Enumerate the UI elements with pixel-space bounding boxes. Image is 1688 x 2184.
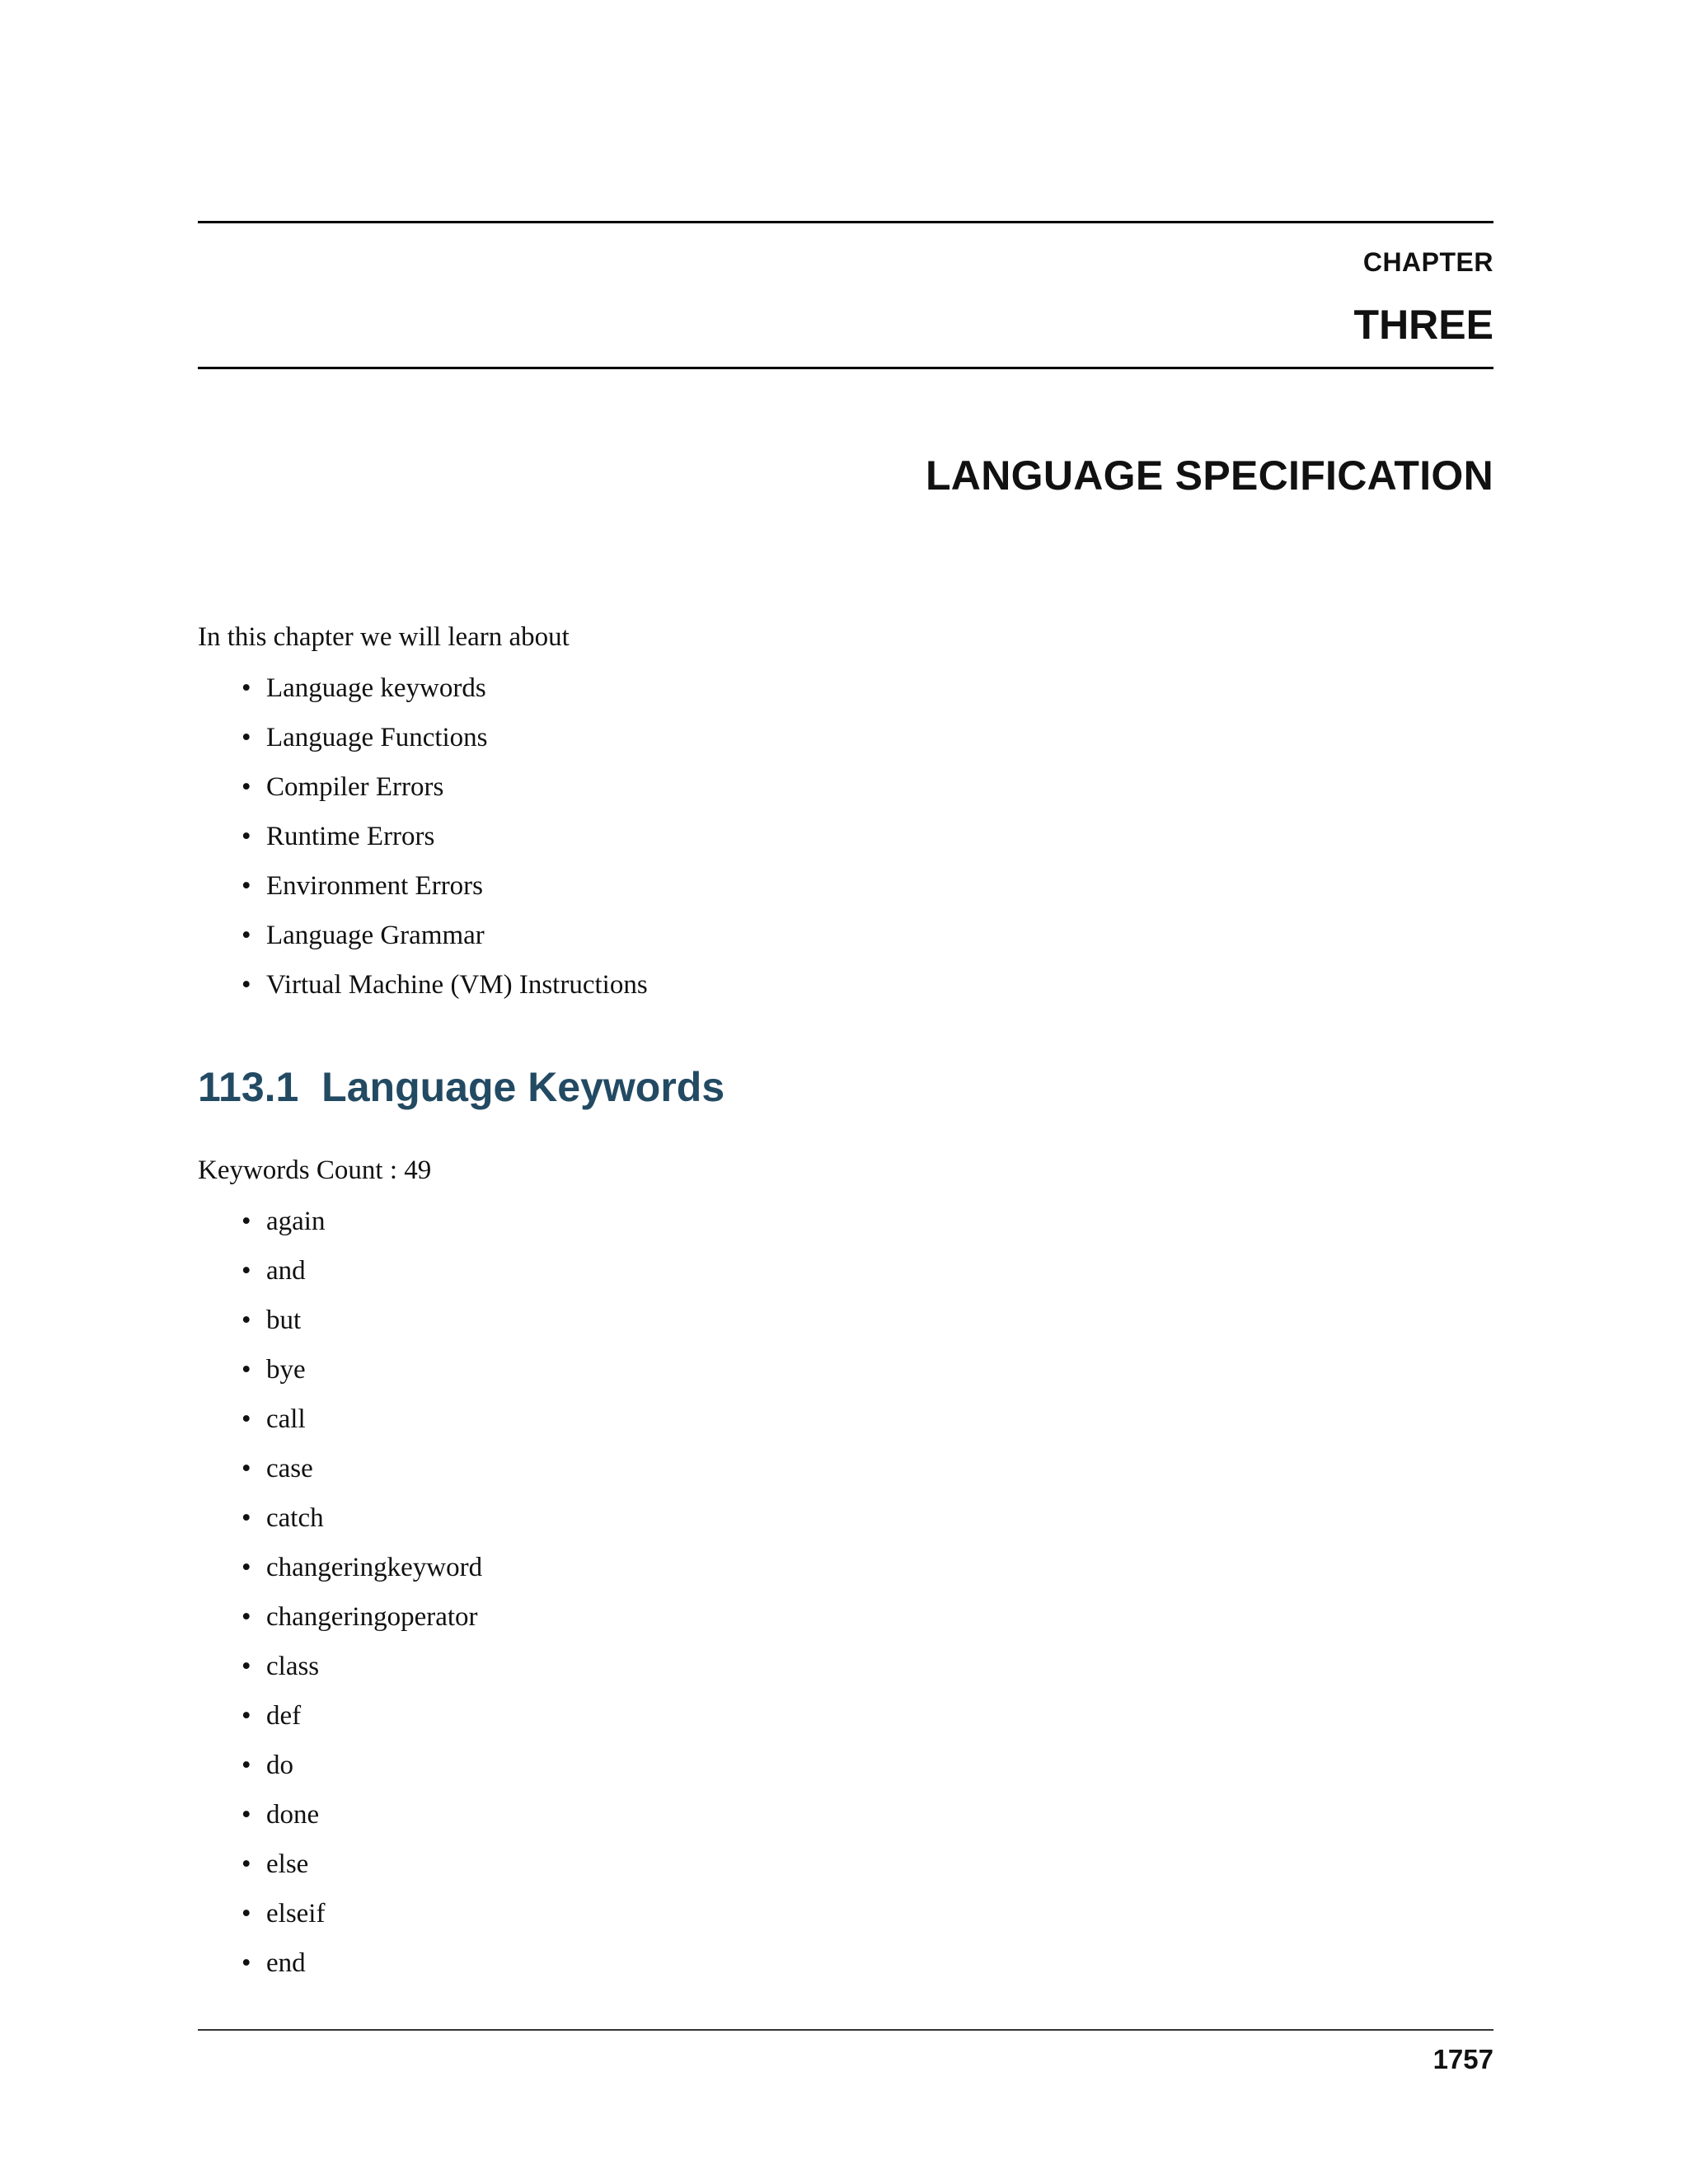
bullet-icon: • [241, 673, 251, 703]
bullet-icon: • [241, 723, 251, 752]
list-item [198, 820, 648, 869]
chapter-bottom-rule [198, 367, 1493, 369]
keyword-text: class [266, 1652, 320, 1681]
section-title: Language Keywords [321, 1064, 725, 1110]
footer-rule [198, 2029, 1493, 2031]
chapter-number: THREE [1353, 302, 1493, 348]
list-item-text: Compiler Errors [266, 772, 444, 802]
section-number: 113.1 [198, 1064, 299, 1110]
bullet-icon: • [241, 772, 251, 802]
page-number: 1757 [1432, 2044, 1493, 2074]
list-item [198, 1254, 482, 1304]
list-item-text: Environment Errors [266, 871, 484, 901]
bullet-icon: • [241, 1750, 251, 1780]
keyword-list [198, 1205, 482, 1996]
bullet-icon: • [241, 1454, 251, 1483]
keyword-text: do [266, 1750, 293, 1780]
list-item [198, 1798, 482, 1848]
keyword-text: case [266, 1454, 313, 1483]
bullet-icon: • [241, 1503, 251, 1533]
keyword-text: again [266, 1207, 326, 1236]
list-item-text: Language Functions [266, 723, 488, 752]
keywords-count: Keywords Count : 49 [198, 1155, 432, 1185]
list-item [198, 869, 648, 919]
chapter-label: CHAPTER [1362, 247, 1493, 277]
bullet-icon: • [241, 1948, 251, 1978]
list-item-text: Language Grammar [266, 921, 485, 950]
keyword-text: elseif [266, 1899, 326, 1929]
bullet-icon: • [241, 1800, 251, 1830]
bullet-icon: • [241, 1256, 251, 1286]
keyword-text: end [266, 1948, 306, 1978]
keyword-text: changeringkeyword [266, 1553, 483, 1582]
list-item [198, 1947, 482, 1996]
bullet-icon: • [241, 1404, 251, 1434]
list-item [198, 968, 648, 1018]
keyword-text: but [266, 1305, 302, 1335]
list-item [198, 1353, 482, 1403]
keyword-text: call [266, 1404, 306, 1434]
keyword-text: and [266, 1256, 306, 1286]
list-item [198, 1650, 482, 1699]
list-item-text: Virtual Machine (VM) Instructions [266, 970, 648, 1000]
list-item [198, 1205, 482, 1254]
keyword-text: done [266, 1800, 320, 1830]
list-item [198, 1403, 482, 1452]
bullet-icon: • [241, 1701, 251, 1731]
list-item [198, 1452, 482, 1502]
bullet-icon: • [241, 1849, 251, 1879]
chapter-top-rule [198, 221, 1493, 223]
list-item [198, 1897, 482, 1947]
keyword-text: bye [266, 1355, 306, 1385]
list-item [198, 1551, 482, 1601]
list-item [198, 1749, 482, 1798]
bullet-icon: • [241, 822, 251, 851]
list-item [198, 672, 648, 721]
list-item [198, 721, 648, 771]
document-page [198, 0, 1493, 2184]
list-item [198, 919, 648, 968]
list-item [198, 1502, 482, 1551]
list-item [198, 771, 648, 820]
bullet-icon: • [241, 1553, 251, 1582]
list-item [198, 1848, 482, 1897]
list-item [198, 1699, 482, 1749]
bullet-icon: • [241, 921, 251, 950]
bullet-icon: • [241, 1355, 251, 1385]
keyword-text: changeringoperator [266, 1602, 478, 1632]
bullet-icon: • [241, 871, 251, 901]
keyword-text: catch [266, 1503, 324, 1533]
list-item-text: Runtime Errors [266, 822, 435, 851]
bullet-icon: • [241, 970, 251, 1000]
bullet-icon: • [241, 1207, 251, 1236]
chapter-title: LANGUAGE SPECIFICATION [925, 452, 1493, 499]
intro-topic-list [198, 672, 648, 1018]
list-item-text: Language keywords [266, 673, 486, 703]
section-heading [198, 1063, 724, 1111]
bullet-icon: • [241, 1305, 251, 1335]
bullet-icon: • [241, 1899, 251, 1929]
keyword-text: def [266, 1701, 302, 1731]
list-item [198, 1601, 482, 1650]
keyword-text: else [266, 1849, 309, 1879]
bullet-icon: • [241, 1602, 251, 1632]
bullet-icon: • [241, 1652, 251, 1681]
intro-paragraph: In this chapter we will learn about [198, 622, 570, 652]
list-item [198, 1304, 482, 1353]
